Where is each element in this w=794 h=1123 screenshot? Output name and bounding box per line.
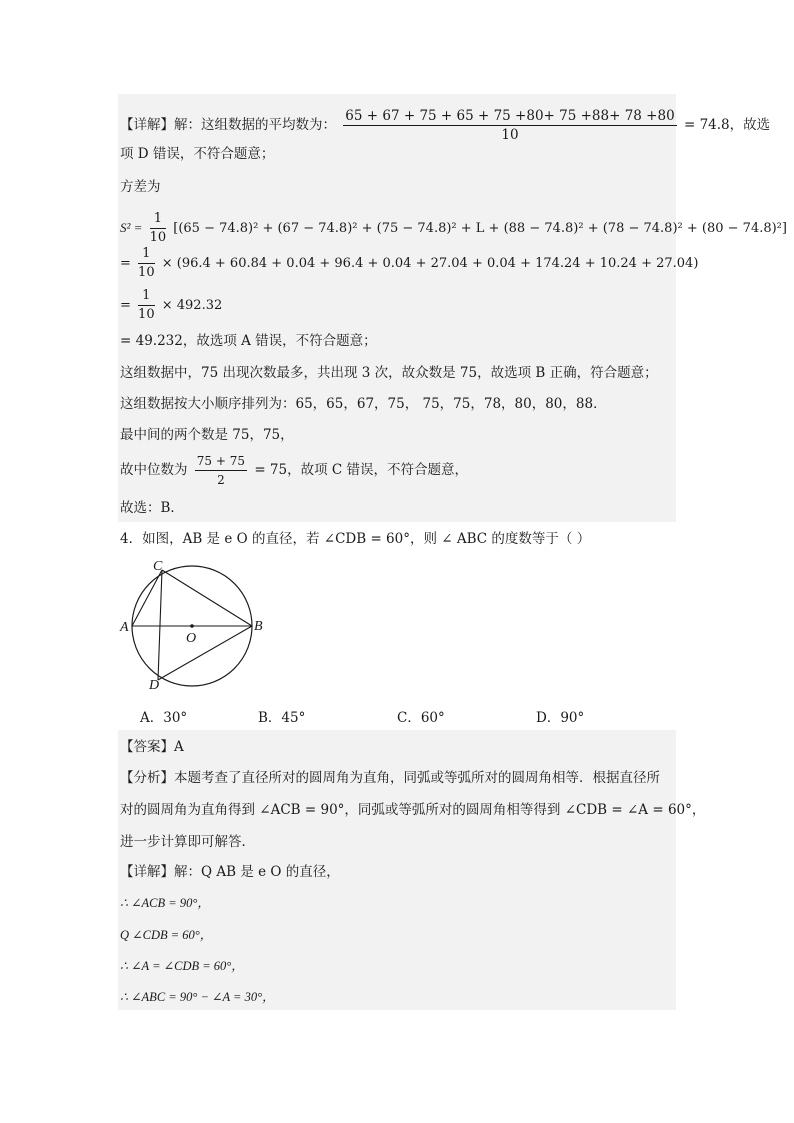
variance-formula-line [120, 211, 787, 246]
detail-line: ∴ ∠ACB = 90°， [120, 896, 210, 910]
option-d[interactable]: D．90° [536, 710, 585, 726]
analysis-line: 进一步计算即可解答． [120, 834, 255, 850]
text-line: 项 D 错误，不符合题意； [120, 146, 275, 162]
text-line: 这组数据中，75 出现次数最多，共出现 3 次，故众数是 75，故选项 B 正确，符合题意； [120, 365, 658, 381]
one-tenth-fraction: $\frac{1}{10}$ [149, 211, 167, 245]
chord-ac [132, 570, 162, 626]
option-b[interactable]: B．45° [258, 710, 306, 726]
one-tenth-fraction: $\frac{1}{10}$ [138, 288, 155, 322]
variance-sum: × (96.4 + 60.84 + 0.04 + 96.4 + 0.04 + 27.04 + 0.04 + 174.24 + 10.24 + 27.04) [161, 256, 699, 271]
circle-figure [118, 558, 268, 698]
center-point [190, 624, 194, 628]
label-d: D [149, 678, 160, 693]
option-c[interactable]: C．60° [397, 710, 445, 726]
variance-bracket: [(65 − 74.8)² + (67 − 74.8)² + (75 − 74.8)² + L + (88 − 74.8)² + (78 − 74.8)² + (80 − 74.8)²] [173, 221, 787, 236]
text-line: 最中间的两个数是 75，75， [120, 427, 294, 443]
mean-line [120, 108, 770, 143]
detail-line: ∴ ∠A = ∠CDB = 60°， [120, 959, 244, 973]
text-line: 这组数据按大小顺序排列为：65，65，67，75， 75，75，78，80，80，88． [120, 396, 607, 412]
label-c: C [153, 559, 163, 574]
mean-denominator: 10 [501, 127, 519, 143]
variance-product: × 492.32 [161, 298, 223, 313]
mean-label: 【详解】解：这组数据的平均数为： [120, 117, 336, 133]
mean-numerator: 65 + 67 + 75 + 65 + 75 +80+ 75 +88+ 78 +80 [345, 108, 675, 124]
chord-cd [158, 570, 162, 680]
variance-lhs: S² = [120, 220, 143, 235]
detail-line: ∴ ∠ABC = 90° − ∠A = 30°， [120, 990, 275, 1004]
mean-result: = 74.8，故选 [683, 117, 771, 133]
analysis-line: 对的圆周角为直角得到 ∠ACB = 90°，同弧或等弧所对的圆周角相等得到 ∠CDB = ∠A = 60°， [120, 802, 706, 818]
one-tenth-fraction: $\frac{1}{10}$ [138, 246, 155, 280]
label-a: A [120, 620, 129, 635]
mean-fraction [343, 108, 676, 143]
chord-cb [162, 570, 252, 626]
median-fraction: $\frac{75 + 75}{2}$ [196, 454, 246, 487]
text-line: 故选：B． [120, 500, 184, 516]
detail-line: 【详解】解：Q AB 是 e O 的直径， [120, 864, 340, 880]
analysis-line: 【分析】本题考查了直径所对的圆周角为直角，同弧或等弧所对的圆周角相等．根据直径所 [120, 770, 660, 786]
text-line: 方差为 [120, 179, 161, 195]
variance-product-line: = $\frac{1}{10}$ × 492.32 [120, 288, 223, 322]
option-a[interactable]: A．30° [140, 710, 188, 726]
median-line: 故中位数为 $\frac{75 + 75}{2}$ = 75，故项 C 错误，不符合题意， [120, 454, 469, 487]
chord-db [158, 626, 252, 680]
detail-line: Q ∠CDB = 60°， [120, 928, 213, 942]
text-line: = 49.232，故选项 A 错误，不符合题意； [120, 333, 377, 349]
answer-line: 【答案】A [120, 739, 184, 755]
question-stem: 4．如图，AB 是 e O 的直径，若 ∠CDB = 60°，则 ∠ ABC 的度数等于（ ） [120, 531, 591, 547]
label-o: O [186, 631, 197, 646]
variance-sum-line: = $\frac{1}{10}$ × (96.4 + 60.84 + 0.04 + 96.4 + 0.04 + 27.04 + 0.04 + 174.24 + 10.24 + 27.04) [120, 246, 699, 280]
label-b: B [254, 619, 263, 634]
